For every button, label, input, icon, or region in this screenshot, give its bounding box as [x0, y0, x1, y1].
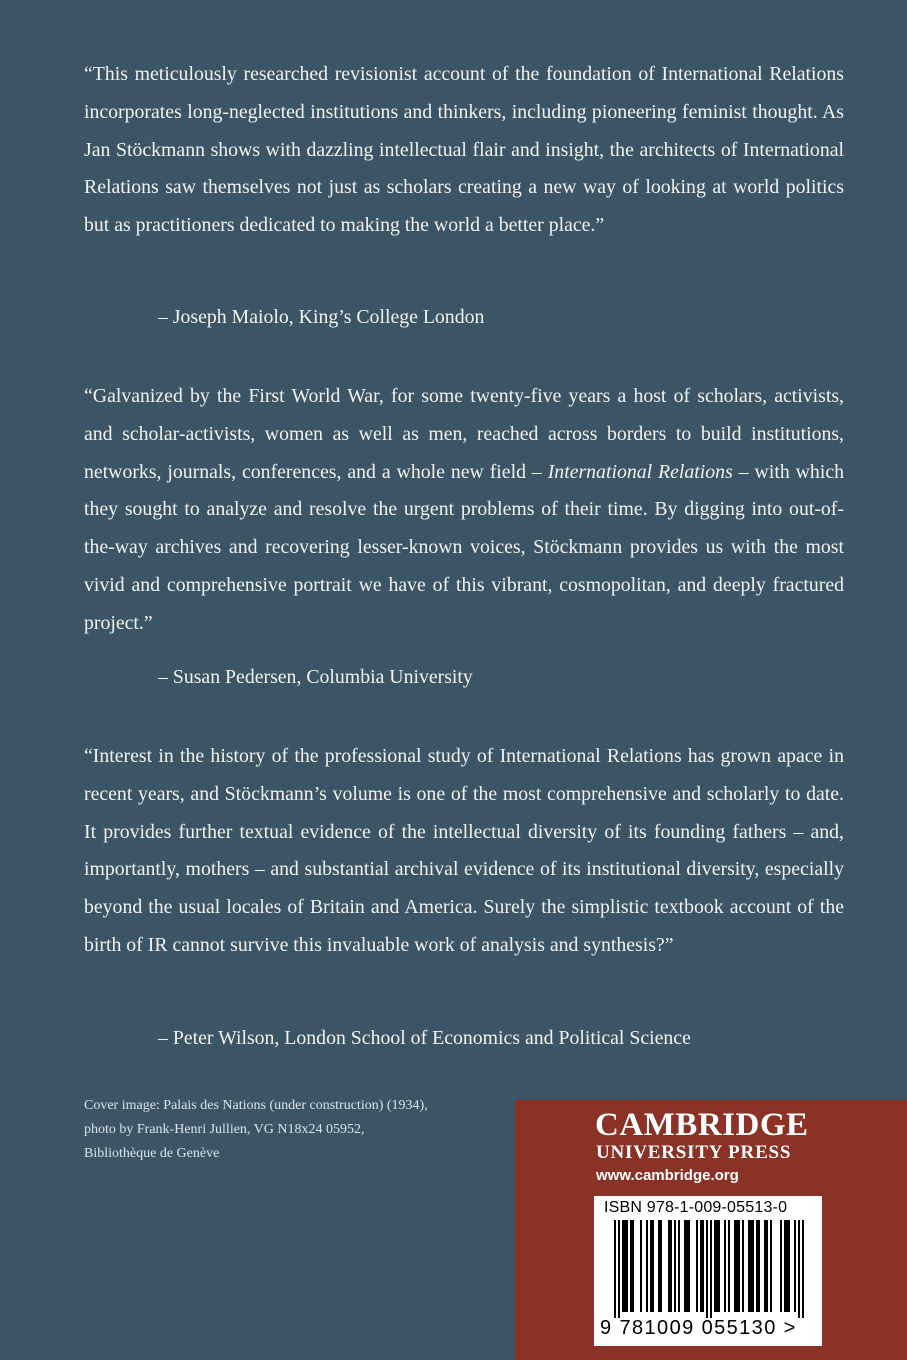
barcode-bars	[602, 1220, 814, 1318]
barcode-bar	[640, 1220, 642, 1312]
barcode-bar	[624, 1220, 626, 1312]
barcode-bar	[658, 1220, 660, 1312]
barcode-bar	[650, 1220, 652, 1312]
barcode-bar	[798, 1220, 800, 1318]
quote-2-italic-field: International Relations	[547, 460, 733, 483]
barcode-bar	[688, 1220, 690, 1312]
barcode-bar	[630, 1220, 632, 1312]
barcode-bar	[728, 1220, 730, 1312]
publisher-name: CAMBRIDGE	[595, 1107, 809, 1143]
barcode-bar	[674, 1220, 676, 1312]
barcode-bar	[756, 1220, 758, 1312]
barcode-bar	[652, 1220, 654, 1312]
cover-image-credit: Cover image: Palais des Nations (under construction) (1934), photo by Frank-Henri Jullien, VG N18x24 05952, Bibliothèque de Genève	[84, 1098, 428, 1161]
barcode-bar	[788, 1220, 790, 1312]
isbn-label: ISBN 978-1-009-05513-0	[604, 1199, 788, 1216]
quote-2-text-start: “Galvanized by the First World War, for some twenty-five years a host of scholars, activists, and scholar-activists, women as well as men, reached across borders to build institutions, networks, journals, conferences, and a whole new field –	[84, 385, 844, 483]
barcode-bar	[780, 1220, 782, 1312]
barcode-bar	[718, 1220, 720, 1312]
barcode-bar	[738, 1220, 740, 1312]
barcode-bar	[696, 1220, 698, 1312]
endorsement-attribution-3: – Peter Wilson, London School of Economics and Political Science	[158, 1027, 691, 1049]
barcode-bar	[670, 1220, 672, 1312]
endorsement-attribution-2: – Susan Pedersen, Columbia University	[158, 666, 473, 688]
barcode-bar	[770, 1220, 772, 1312]
barcode-bar	[614, 1220, 616, 1318]
barcode-bar	[700, 1220, 702, 1312]
barcode-bar	[618, 1220, 620, 1318]
barcode-bar	[686, 1220, 688, 1312]
publisher-panel	[515, 1100, 907, 1360]
barcode-bar	[684, 1220, 686, 1312]
quote-2-text-end: – with which they sought to analyze and resolve the urgent problems of their time. By digging into out-of-the-way archives and recovering lesser-known voices, Stöckmann provides us with the most vivid and comprehensive portrait we have of this vibrant, cosmopolitan, and deeply fractured project.”	[84, 460, 844, 634]
publisher-subtitle: UNIVERSITY PRESS	[596, 1142, 792, 1163]
barcode-bar	[742, 1220, 744, 1312]
barcode-bar	[786, 1220, 788, 1312]
barcode-bar	[714, 1220, 716, 1312]
barcode-bar	[710, 1220, 712, 1318]
barcode-bar	[752, 1220, 754, 1312]
barcode-bar	[750, 1220, 752, 1312]
barcode-bar	[794, 1220, 796, 1312]
barcode-bar	[702, 1220, 704, 1312]
publisher-url: www.cambridge.org	[596, 1167, 739, 1184]
endorsement-attribution-1: – Joseph Maiolo, King’s College London	[158, 306, 485, 328]
barcode-bar	[622, 1220, 624, 1312]
barcode-bar	[766, 1220, 768, 1312]
barcode-bar	[716, 1220, 718, 1312]
barcode-bar	[736, 1220, 738, 1312]
barcode-bar	[748, 1220, 750, 1312]
barcode-digits: 9 781009 055130 >	[600, 1317, 797, 1339]
barcode-bar	[632, 1220, 634, 1312]
barcode-bar	[646, 1220, 648, 1312]
endorsement-quote-1: “This meticulously researched revisionist account of the foundation of International Relations incorporates long-neglected institutions and thinkers, including pioneering feminist thought. As Jan Stöckmann shows with dazzling intellectual flair and insight, the architects of International Relations saw themselves not just as scholars creating a new way of looking at world politics but as practitioners dedicated to making the world a better place.”	[84, 63, 844, 237]
barcode-bar	[734, 1220, 736, 1312]
barcode-bar	[668, 1220, 670, 1312]
barcode-bar	[764, 1220, 766, 1312]
barcode-bar	[626, 1220, 628, 1312]
endorsement-quote-3: “Interest in the history of the professional study of International Relations has grown apace in recent years, and Stöckmann’s volume is one of the most comprehensive and scholarly to date. It provides further textual evidence of the intellectual diversity of its founding fathers – and, importantly, mothers – and substantial archival evidence of its institutional diversity, especially beyond the usual locales of Britain and America. Surely the simplistic textbook account of the birth of IR cannot survive this invaluable work of analysis and synthesis?”	[84, 745, 844, 956]
barcode-bar	[678, 1220, 680, 1312]
barcode-bar	[706, 1220, 708, 1318]
endorsement-quote-2	[84, 378, 844, 643]
barcode-bar	[724, 1220, 726, 1312]
barcode-bar	[802, 1220, 804, 1318]
barcode-bar	[660, 1220, 662, 1312]
barcode-bar	[758, 1220, 760, 1312]
barcode-box	[594, 1196, 822, 1346]
barcode-bar	[784, 1220, 786, 1312]
